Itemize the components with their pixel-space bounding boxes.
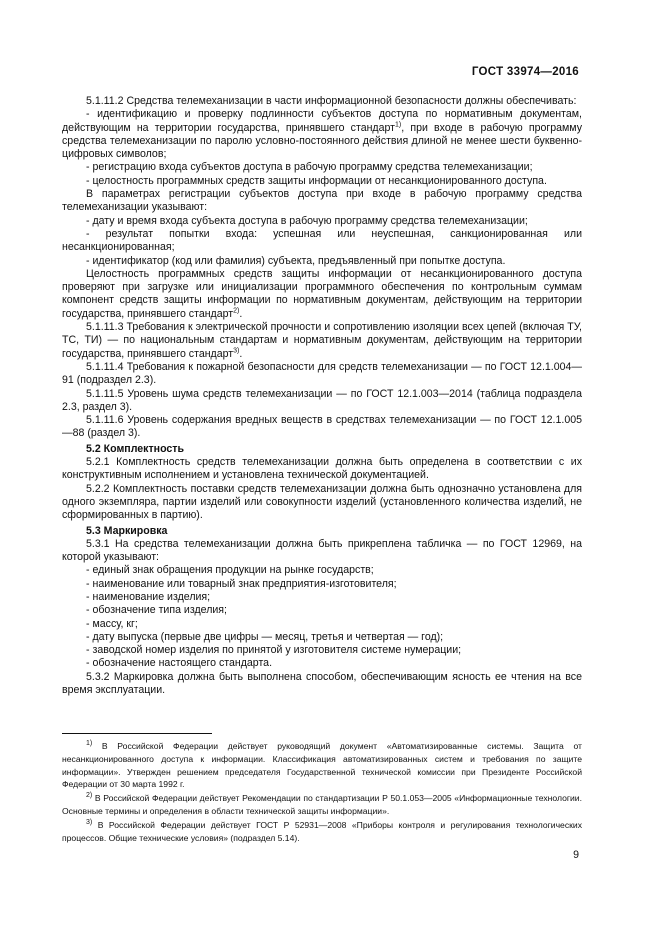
paragraph xyxy=(62,95,582,108)
paragraph xyxy=(62,188,582,215)
paragraph xyxy=(62,538,582,565)
section-heading xyxy=(62,525,582,538)
document-body xyxy=(62,95,582,697)
paragraph-text: - наименование изделия; xyxy=(86,590,211,603)
paragraph-text: 5.1.11.5 Уровень шума средств телемеханизации — по ГОСТ 12.1.003—2014 (таблица подраздела 2.3, раздел 3). xyxy=(62,387,582,413)
paragraph-text: 5.1.11.2 Средства телемеханизации в части информационной безопасности должны обеспечивать: xyxy=(86,95,577,107)
paragraph-text: 5.1.11.3 Требования к электрической прочности и сопротивлению изоляции всех цепей (включая ТУ, ТС, ТИ) — по национальным стандартам и нормативным документам, действующим на территории государства, принявшего стандарт xyxy=(62,321,582,360)
footnote-mark: 2) xyxy=(86,792,93,800)
paragraph-text-tail: . xyxy=(239,307,243,320)
paragraph xyxy=(62,578,582,591)
paragraph xyxy=(62,215,582,228)
paragraph-text: 5.2 Комплектность xyxy=(86,442,184,455)
paragraph xyxy=(62,161,582,174)
paragraph xyxy=(62,255,582,268)
paragraph xyxy=(62,604,582,617)
footnotes xyxy=(62,740,582,845)
paragraph xyxy=(62,618,582,631)
paragraph-text: 5.1.11.6 Уровень содержания вредных веществ в средствах телемеханизации — по ГОСТ 12.1.005—88 (раздел 3). xyxy=(62,414,582,440)
paragraph-text: - результат попытки входа: успешная или неуспешная, санкционированная или несанкционированная; xyxy=(62,227,582,254)
paragraph xyxy=(62,361,582,388)
paragraph-text: 5.3 Маркировка xyxy=(86,524,168,537)
paragraph xyxy=(62,388,582,415)
paragraph xyxy=(62,657,582,670)
footnote-text: В Российской Федерации действует руководящий документ «Автоматизированные системы. Защита от несанкционированного доступа к информации. Классификация автоматизированных систем и требования по защите информации». Утвержден решением председателя Государственной технической комиссии при Президенте Российской Федерации от 30 марта 1992 г. xyxy=(62,741,582,790)
paragraph-text: В параметрах регистрации субъектов доступа при входе в рабочую программу средства телемеханизации указывают: xyxy=(62,188,582,214)
section-heading xyxy=(62,443,582,456)
paragraph-text: - массу, кг; xyxy=(86,617,138,630)
paragraph xyxy=(62,631,582,644)
paragraph xyxy=(62,414,582,441)
paragraph-text: - идентификатор (код или фамилия) субъекта, предъявленный при попытке доступа. xyxy=(86,254,506,267)
paragraph-text-tail: . xyxy=(239,347,243,360)
paragraph-text-tail: , при входе в рабочую программу средства телемеханизации по паролю условно-постоянного действия длиной не менее шести буквенно-цифровых символов; xyxy=(62,121,582,161)
paragraph xyxy=(62,564,582,577)
footnote-ref[interactable]: 3) xyxy=(233,347,240,355)
paragraph xyxy=(62,591,582,604)
footnote-separator xyxy=(62,733,212,734)
paragraph xyxy=(62,321,582,361)
paragraph xyxy=(62,483,582,523)
paragraph-text: Целостность программных средств защиты информации от несанкционированного доступа проверяют при загрузке или инициализации программного обеспечения по контрольным суммам компонент средств защиты информации по нормативным документам, действующим на территории государства, принявшего стандарт xyxy=(62,267,582,320)
paragraph-text: - дату выпуска (первые две цифры — месяц, третья и четвертая — год); xyxy=(86,630,444,643)
paragraph-text: 5.3.1 На средства телемеханизации должна быть прикреплена табличка — по ГОСТ 12969, на которой указывают: xyxy=(62,537,582,564)
paragraph xyxy=(62,175,582,188)
footnote-mark: 1) xyxy=(86,740,93,748)
paragraph xyxy=(62,108,582,161)
paragraph-text: - обозначение настоящего стандарта. xyxy=(86,657,273,670)
paragraph xyxy=(62,456,582,483)
paragraph-text: 5.1.11.4 Требования к пожарной безопасности для средств телемеханизации — по ГОСТ 12.1.004—91 (подраздел 2.3). xyxy=(62,360,582,387)
paragraph-text: - заводской номер изделия по принятой у изготовителя системе нумерации; xyxy=(86,644,462,657)
paragraph-text: - наименование или товарный знак предприятия-изготовителя; xyxy=(86,577,397,590)
paragraph-text: 5.2.2 Комплектность поставки средств телемеханизации должна быть однозначно установлена для одного экземпляра, партии изделий или совокупности изделий (установленного количества изделий, не сформированных в партию). xyxy=(62,482,582,522)
document-header: ГОСТ 33974—2016 xyxy=(471,66,579,78)
page-number: 9 xyxy=(573,849,579,861)
paragraph-text: - регистрацию входа субъектов доступа в рабочую программу средства телемеханизации; xyxy=(86,161,533,174)
paragraph-text: 5.3.2 Маркировка должна быть выполнена способом, обеспечивающим ясность ее чтения на все время эксплуатации. xyxy=(62,670,582,697)
footnote xyxy=(62,792,582,818)
footnote-ref[interactable]: 1) xyxy=(395,121,402,129)
paragraph xyxy=(62,671,582,698)
footnote-text: В Российской Федерации действует ГОСТ Р 52931—2008 «Приборы контроля и регулирования технологических процессов. Общие технические условия» (подраздел 5.14). xyxy=(62,819,582,843)
paragraph-text: - целостность программных средств защиты информации от несанкционированного доступа. xyxy=(86,174,547,187)
footnote-text: В Российской Федерации действует Рекомендации по стандартизации Р 50.1.053—2005 «Информационные технологии. Основные термины и определения в области технической защиты информации». xyxy=(62,793,582,816)
footnote xyxy=(62,819,582,845)
paragraph-text: - идентификацию и проверку подлинности субъектов доступа по нормативным документам, действующим на территории государства, принявшего стандарт xyxy=(62,108,582,134)
paragraph xyxy=(62,268,582,321)
paragraph xyxy=(62,228,582,255)
paragraph-text: 5.2.1 Комплектность средств телемеханизации должна быть определена в соответствии с их конструктивным исполнением и установлена технической документацией. xyxy=(62,456,582,482)
footnote xyxy=(62,740,582,791)
paragraph-text: - дату и время входа субъекта доступа в рабочую программу средства телемеханизации; xyxy=(86,214,528,227)
footnote-mark: 3) xyxy=(86,818,93,826)
paragraph-text: - обозначение типа изделия; xyxy=(86,604,227,617)
footnote-ref[interactable]: 2) xyxy=(233,307,240,315)
paragraph xyxy=(62,644,582,657)
paragraph-text: - единый знак обращения продукции на рынке государств; xyxy=(86,564,374,577)
